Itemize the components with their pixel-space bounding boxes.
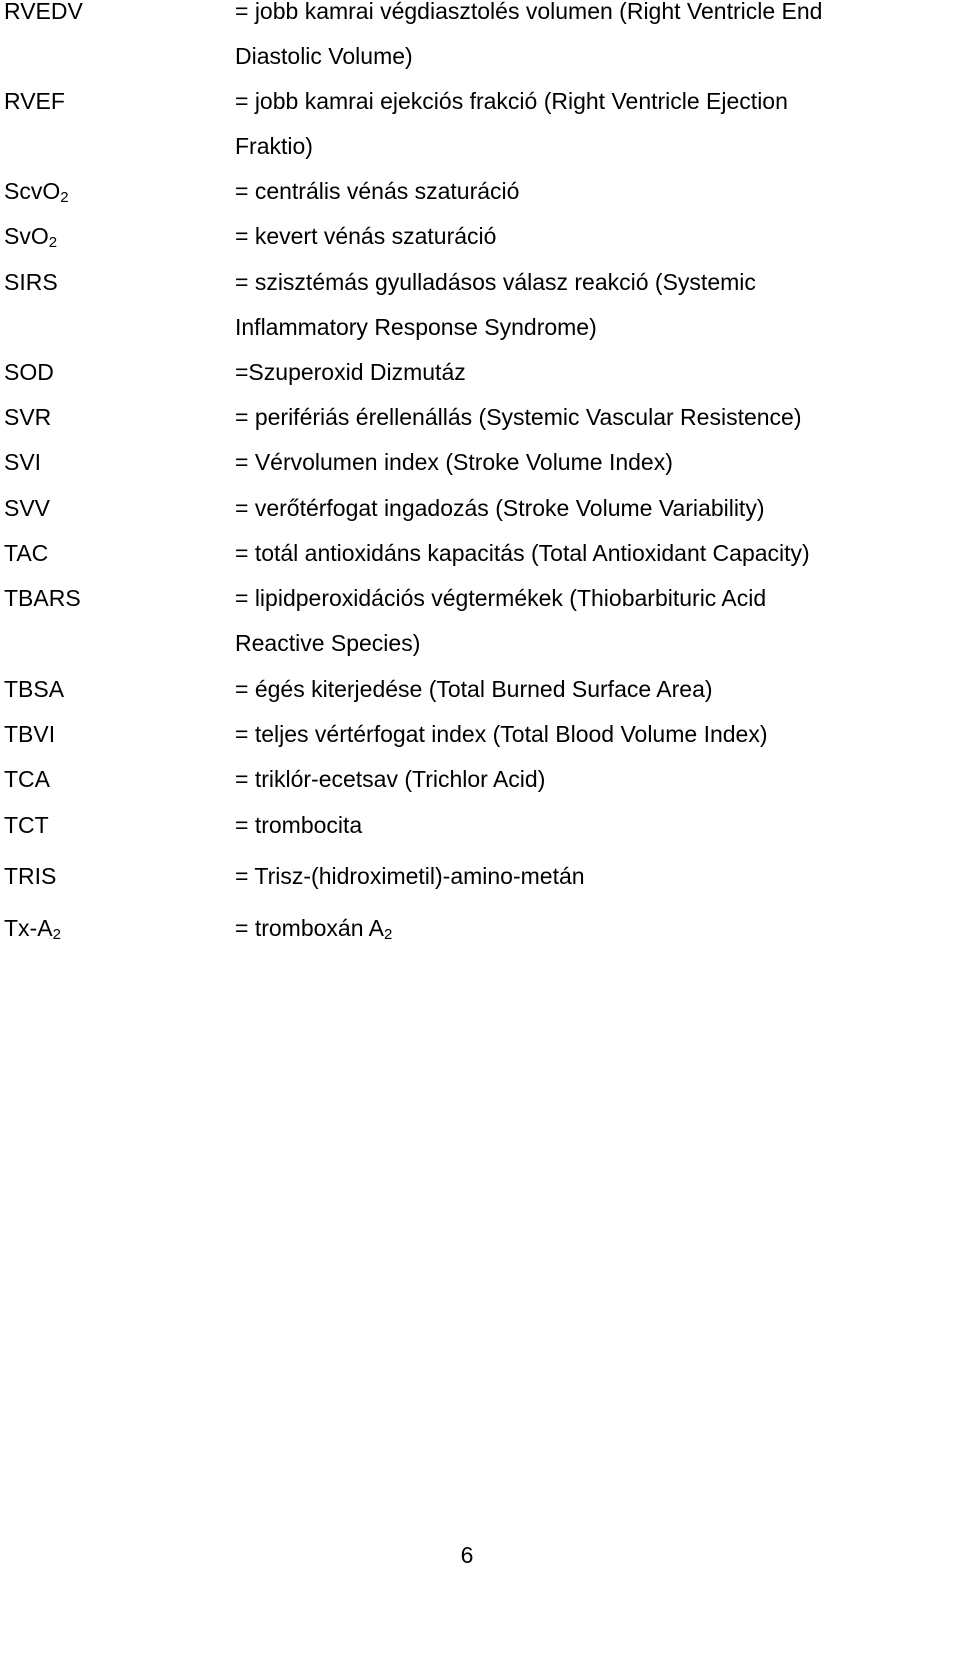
abbreviation-definition [235,0,935,79]
abbreviation-term: SVI [4,449,42,475]
abbreviation-definition [235,395,935,440]
definition-line: = Vérvolumen index (Stroke Volume Index) [235,449,673,475]
abbreviation-definition [235,854,935,899]
abbreviation-definition [235,440,935,485]
definition-line: = teljes vértérfogat index (Total Blood Volume Index) [235,721,768,747]
definition-line: = perifériás érellenállás (Systemic Vascular Resistence) [235,404,802,430]
definition-line: = triklór-ecetsav (Trichlor Acid) [235,766,546,792]
abbreviation-term: SVR [4,404,52,430]
abbreviation-term: TBVI [4,721,56,747]
definition-line: = trombocita [235,812,363,838]
abbreviation-definition [235,486,935,531]
abbreviation-definition [235,667,935,712]
abbreviation-term: SIRS [4,269,58,295]
definition-line: Inflammatory Response Syndrome) [235,314,597,340]
definition-line: = Trisz-(hidroximetil)-amino-metán [235,863,585,889]
abbreviation-term: TCT [4,812,49,838]
abbreviation-term: RVEDV [4,0,83,24]
definition-line: Fraktio) [235,133,313,159]
definition-line: = totál antioxidáns kapacitás (Total Antioxidant Capacity) [235,540,810,566]
abbreviation-term: SVV [4,495,51,521]
abbreviation-definition [235,531,935,576]
abbreviation-definition [235,214,935,259]
abbreviation-definition [235,350,935,395]
definition-line: = tromboxán $A_2$ [235,915,393,943]
abbreviation-term: TBSA [4,676,65,702]
abbreviation-term: SvO$_2$ [4,223,58,251]
abbreviation-definition [235,79,935,169]
abbreviation-definition [235,260,935,350]
definition-line: = szisztémás gyulladásos válasz reakció (Systemic [235,269,756,295]
definition-line: = jobb kamrai ejekciós frakció (Right Ventricle Ejection [235,88,788,114]
abbreviation-term: TAC [4,540,49,566]
definition-line: = verőtérfogat ingadozás (Stroke Volume Variability) [235,495,765,521]
definition-line: = centrális vénás szaturáció [235,178,520,204]
abbreviation-definition [235,576,935,666]
definition-line: = jobb kamrai végdiasztolés volumen (Right Ventricle End [235,0,823,24]
abbreviation-term: ScvO$_2$ [4,178,69,206]
abbreviation-definition [235,757,935,802]
abbreviation-term: TBARS [4,585,81,611]
abbreviation-definition [235,803,935,848]
abbreviation-term: $Tx-A_2$ [4,915,61,943]
definition-line: Diastolic Volume) [235,43,413,69]
abbreviation-term: RVEF [4,88,65,114]
definition-line: = égés kiterjedése (Total Burned Surface Area) [235,676,713,702]
abbreviation-term: TCA [4,766,50,792]
definition-line: = kevert vénás szaturáció [235,223,497,249]
definition-line: Reactive Species) [235,630,421,656]
abbreviation-definition [235,712,935,757]
definition-line: =Szuperoxid Dizmutáz [235,359,466,385]
definition-line: = lipidperoxidációs végtermékek (Thiobarbituric Acid [235,585,767,611]
abbreviation-term: SOD [4,359,54,385]
abbreviation-term: TRIS [4,863,57,889]
abbreviation-definition [235,906,935,951]
page-number: 6 [460,1542,474,1568]
abbreviation-definition [235,169,935,214]
